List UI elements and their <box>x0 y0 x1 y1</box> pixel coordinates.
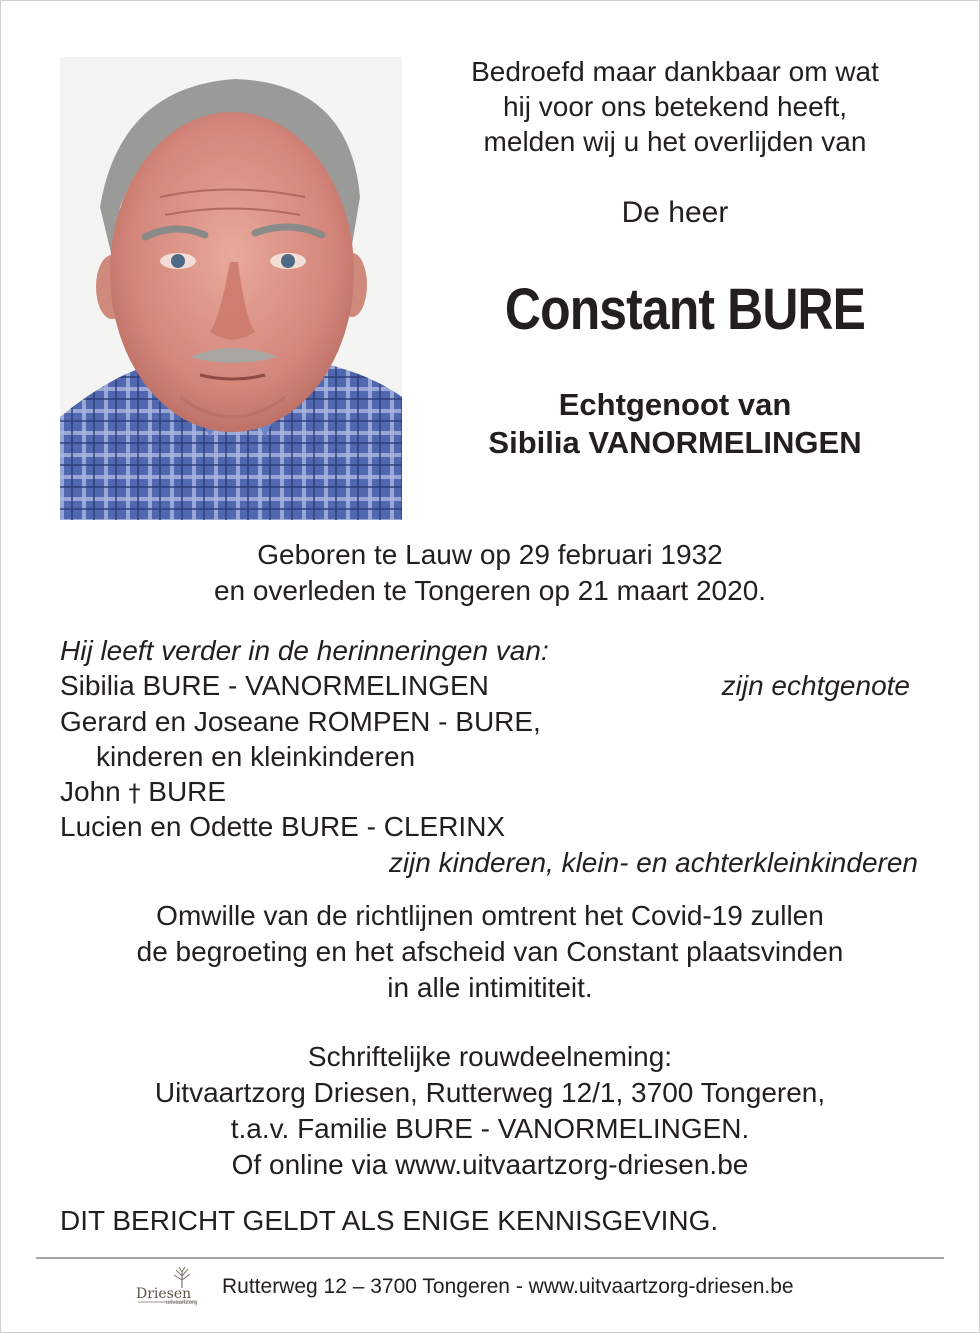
spouse-block <box>415 386 935 462</box>
condolence-attention: t.a.v. Familie BURE - VANORMELINGEN. <box>230 1113 750 1144</box>
intro-line: melden wij u het overlijden van <box>483 126 867 157</box>
footer-divider <box>36 1257 944 1259</box>
spouse-name: Sibilia VANORMELINGEN <box>488 425 862 460</box>
title-prefix: De heer <box>621 196 729 229</box>
birth-death-block <box>0 537 980 609</box>
footer-address: Rutterweg 12 – 3700 Tongeren - www.uitvaartzorg-driesen.be <box>222 1275 794 1298</box>
driesen-logo-icon <box>132 1266 202 1312</box>
portrait-photo <box>60 57 402 520</box>
condolence-block <box>0 1039 980 1183</box>
wife-name: Sibilia BURE - VANORMELINGEN <box>60 670 489 702</box>
deceased-name: Constant BURE <box>504 277 866 342</box>
covid-line: in alle intimititeit. <box>387 972 593 1003</box>
child-last-name: BURE <box>148 776 227 808</box>
family-heading: Hij leeft verder in de herinneringen van: <box>60 635 549 666</box>
condolence-heading: Schriftelijke rouwdeelneming: <box>307 1041 673 1072</box>
birth-line: Geboren te Lauw op 29 februari 1932 <box>257 539 723 570</box>
children-relation: zijn kinderen, klein- en achterkleinkinderen <box>388 846 918 878</box>
covid-line: de begroeting en het afscheid van Constant plaatsvinden <box>136 936 844 967</box>
child-first-name: John <box>60 776 121 808</box>
intro-line: hij voor ons betekend heeft, <box>502 91 847 122</box>
death-line: en overleden te Tongeren op 21 maart 2020. <box>213 575 767 606</box>
family-item-wife <box>60 668 930 703</box>
family-item-child: Lucien en Odette BURE - CLERINX <box>60 811 506 843</box>
wife-relation: zijn echtgenote <box>721 670 910 702</box>
notice-text: DIT BERICHT GELDT ALS ENIGE KENNISGEVING. <box>60 1205 719 1236</box>
logo-subtext: uitvaartzorg <box>166 1300 198 1306</box>
cross-icon: † <box>128 779 141 808</box>
family-item-child <box>60 774 930 809</box>
family-list <box>60 633 930 880</box>
spouse-line: Echtgenoot van <box>558 387 792 422</box>
logo-text: Driesen <box>136 1286 192 1302</box>
covid-notice <box>0 898 980 1006</box>
condolence-address: Uitvaartzorg Driesen, Rutterweg 12/1, 3700 Tongeren, <box>154 1077 826 1108</box>
family-item-child: Gerard en Joseane ROMPEN - BURE, <box>60 705 541 737</box>
covid-line: Omwille van de richtlijnen omtrent het Covid-19 zullen <box>156 900 824 931</box>
intro-line: Bedroefd maar dankbaar om wat <box>471 56 879 87</box>
family-item-child-sub: kinderen en kleinkinderen <box>96 740 416 772</box>
condolence-online: Of online via www.uitvaartzorg-driesen.be <box>231 1149 749 1180</box>
intro-text <box>415 54 935 159</box>
